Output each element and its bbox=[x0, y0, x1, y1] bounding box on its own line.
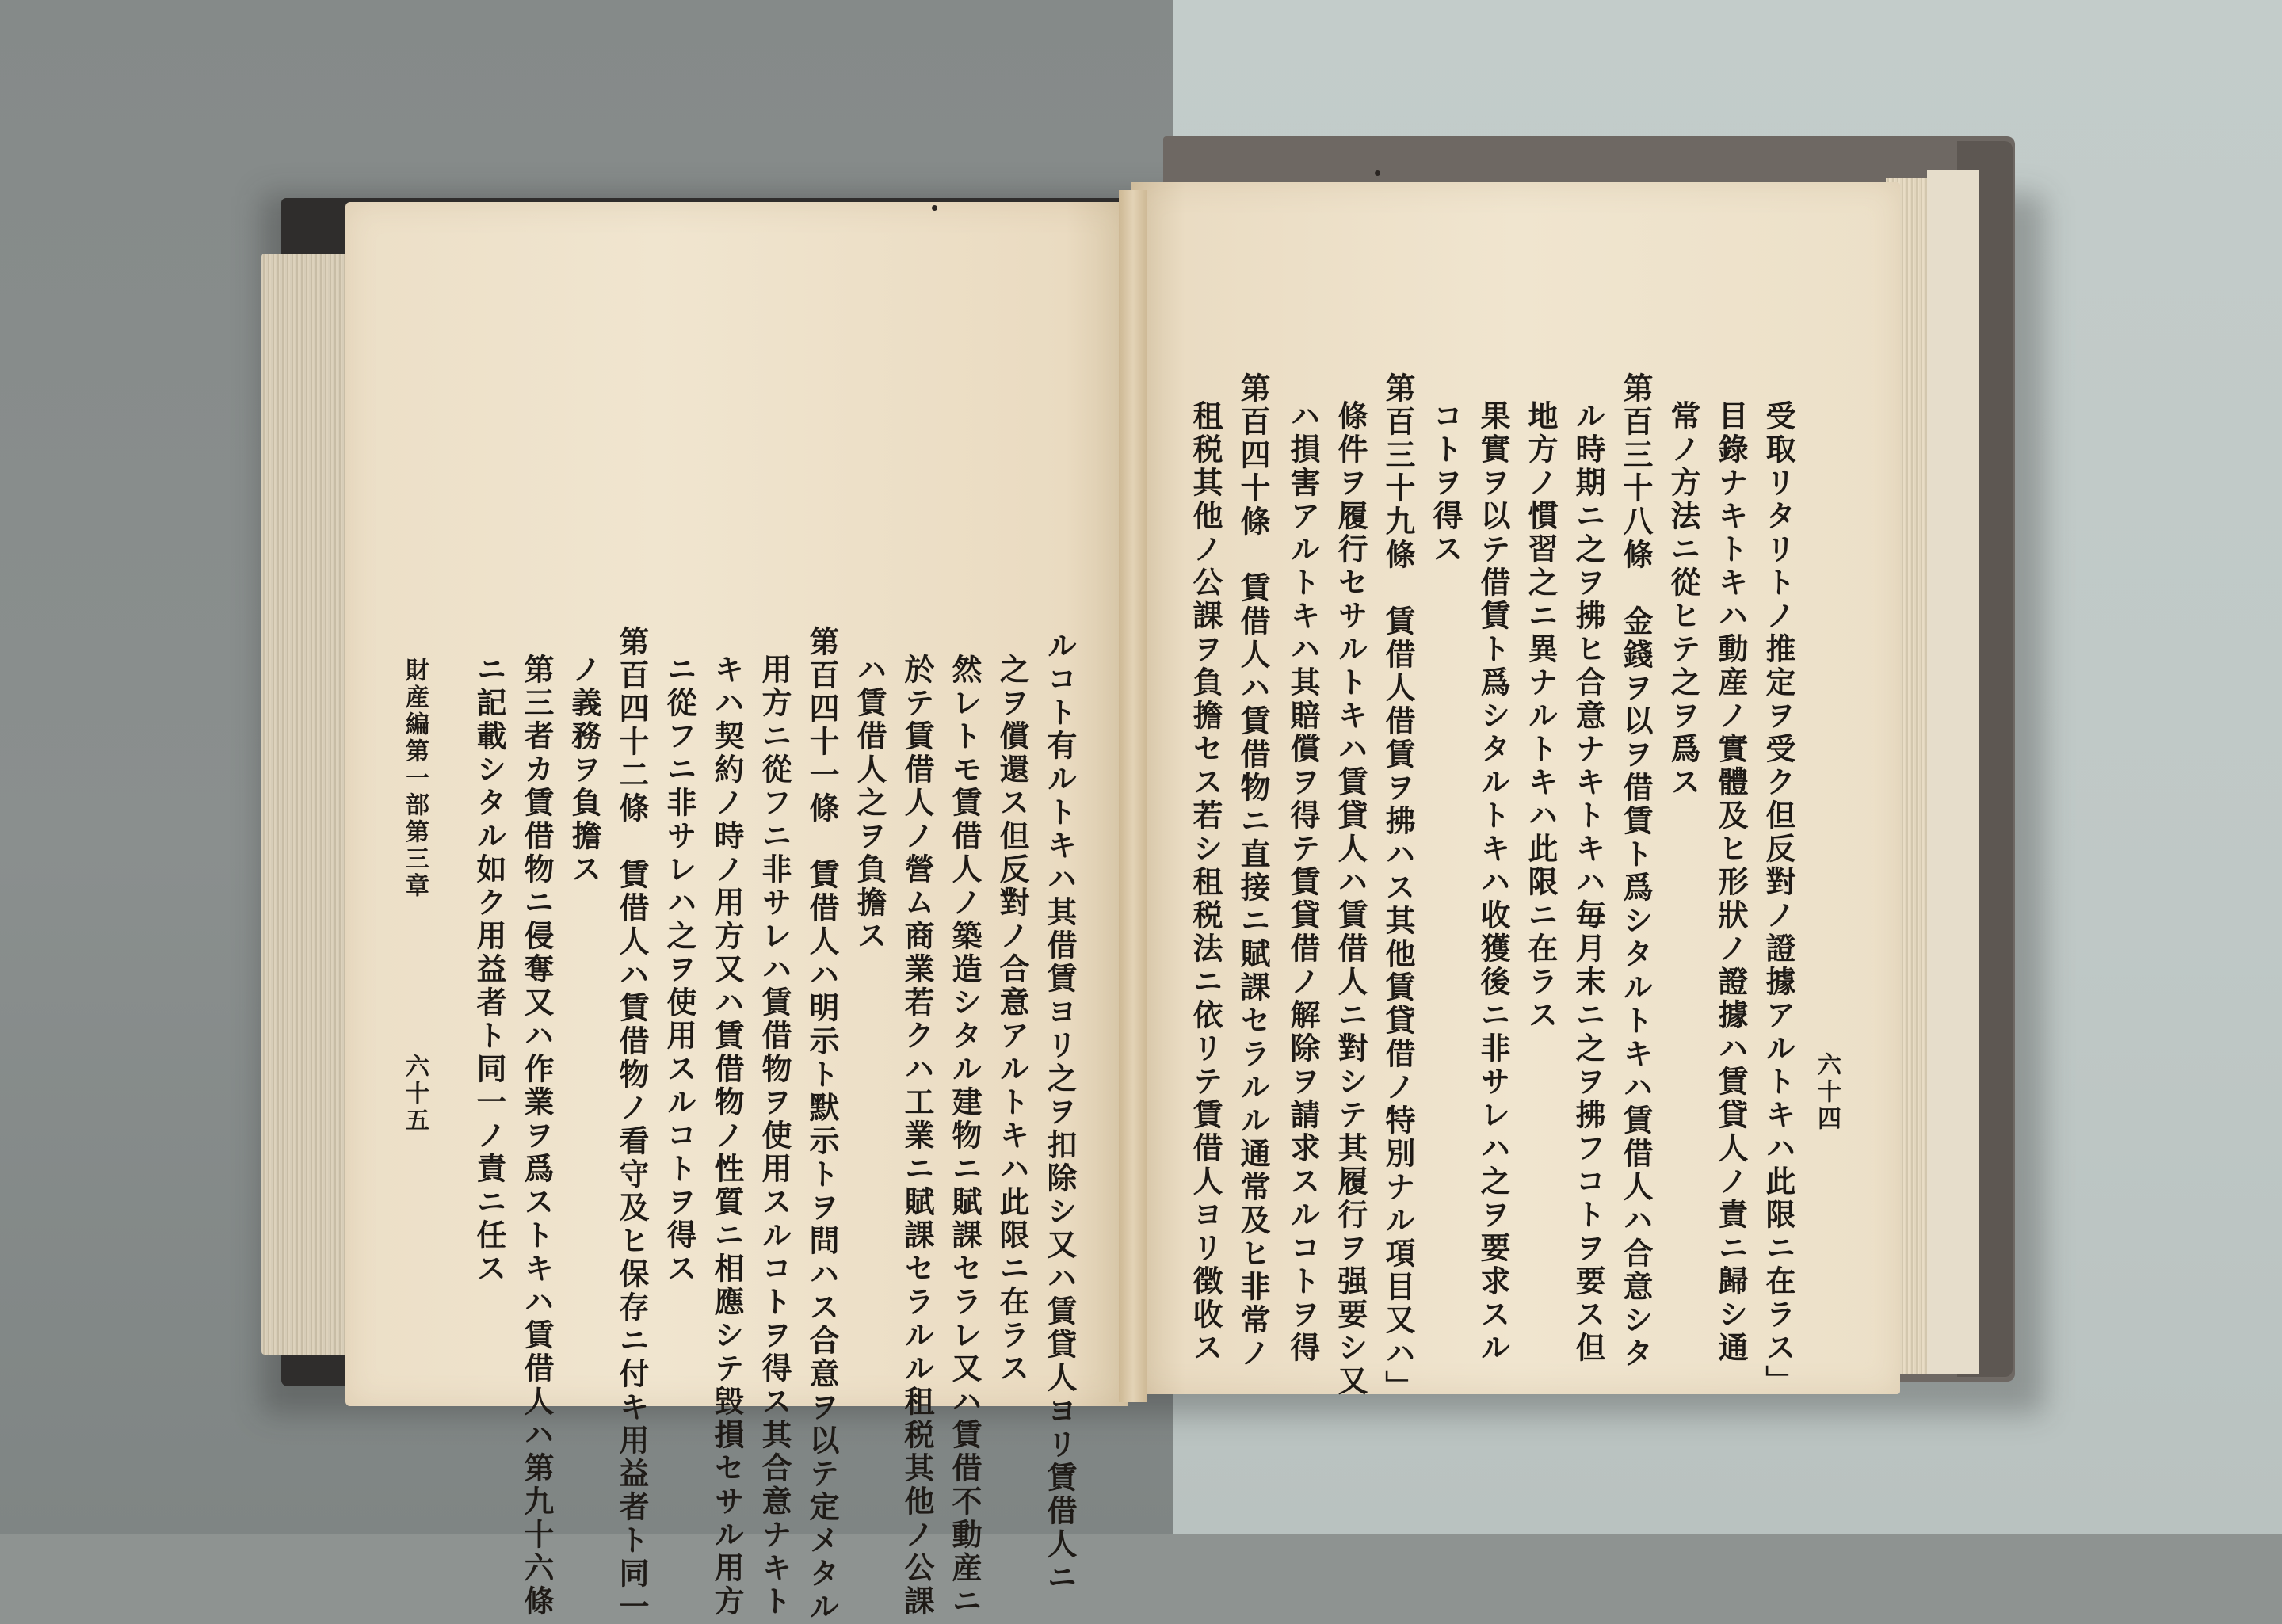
running-head: 財産編第一部第三章 bbox=[401, 658, 429, 900]
page-number-right: 六十四 bbox=[1813, 1052, 1841, 1133]
article-heading-column: 第百四十一條 賃借人ハ明示ト默示トヲ問ハス合意ヲ以テ定メタル bbox=[804, 626, 840, 1624]
text-column: ノ義務ヲ負擔ス bbox=[567, 654, 602, 886]
page-number-left: 六十五 bbox=[401, 1054, 429, 1134]
text-column: ハ賃借人之ヲ負擔ス bbox=[852, 654, 887, 953]
text-column: 條件ヲ履行セサルトキハ賃貸人ハ賃借人ニ對シテ其履行ヲ强要シ又 bbox=[1333, 400, 1368, 1398]
right-flyleaf bbox=[1927, 170, 1979, 1374]
binding-mark bbox=[1375, 170, 1380, 176]
text-column: 之ヲ償還ス但反對ノ合意アルトキハ此限ニ在ラス bbox=[994, 654, 1030, 1386]
text-column: 果實ヲ以テ借賃ト爲シタルトキハ收獲後ニ非サレハ之ヲ要求スル bbox=[1475, 400, 1511, 1365]
text-column: ルコト有ルトキハ其借賃ヨリ之ヲ扣除シ又ハ賃貸人ヨリ賃借人ニ bbox=[1042, 630, 1078, 1595]
text-column: ニ記載シタル如ク用益者ト同一ノ責ニ任ス bbox=[471, 654, 507, 1286]
text-column: 第三者カ賃借物ニ侵奪又ハ作業ヲ爲ストキハ賃借人ハ第九十六條 bbox=[519, 654, 555, 1618]
text-column: 目錄ナキトキハ動産ノ實體及ヒ形狀ノ證據ハ賃貸人ノ責ニ歸シ通 bbox=[1713, 400, 1749, 1365]
left-page-edges bbox=[261, 254, 349, 1355]
text-column: ニ從フニ非サレハ之ヲ使用スルコトヲ得ス bbox=[662, 654, 697, 1286]
text-column: 地方ノ慣習之ニ異ナルトキハ此限ニ在ラス bbox=[1523, 400, 1559, 1032]
text-column: 常ノ方法ニ從ヒテ之ヲ爲ス bbox=[1666, 400, 1701, 799]
book-gutter bbox=[1119, 190, 1147, 1402]
article-heading-column: 第百三十八條 金錢ヲ以ヲ借賃ト爲シタルトキハ賃借人ハ合意シタ bbox=[1618, 372, 1654, 1370]
binding-mark bbox=[932, 205, 937, 211]
article-heading-column: 第百四十條 賃借人ハ賃借物ニ直接ニ賦課セラルル通常及ヒ非常ノ bbox=[1235, 372, 1271, 1370]
text-column: 受取リタリトノ推定ヲ受ク但反對ノ證據アルトキハ此限ニ在ラス」 bbox=[1761, 400, 1796, 1398]
text-column: コトヲ得ス bbox=[1428, 400, 1463, 566]
text-column: ハ損害アルトキハ其賠償ヲ得テ賃貸借ノ解除ヲ請求スルコトヲ得 bbox=[1285, 400, 1321, 1365]
article-heading-column: 第百四十二條 賃借人ハ賃借物ノ看守及ヒ保存ニ付キ用益者ト同一 bbox=[614, 626, 650, 1624]
article-heading-column: 第百三十九條 賃借人借賃ヲ拂ハス其他賃貸借ノ特別ナル項目又ハ」 bbox=[1380, 372, 1416, 1404]
text-column: 用方ニ從フニ非サレハ賃借物ヲ使用スルコトヲ得ス其合意ナキト bbox=[757, 654, 792, 1618]
text-column: キハ契約ノ時ノ用方又ハ賃借物ノ性質ニ相應シテ毀損セサル用方 bbox=[709, 654, 745, 1618]
text-column: 然レトモ賃借人ノ築造シタル建物ニ賦課セラレ又ハ賃借不動産ニ bbox=[947, 654, 983, 1618]
text-column: 於テ賃借人ノ營ム商業若クハ工業ニ賦課セラルル租税其他ノ公課 bbox=[899, 654, 935, 1618]
text-column: 租税其他ノ公課ヲ負擔セス若シ租税法ニ依リテ賃借人ヨリ徴收ス bbox=[1188, 400, 1223, 1365]
text-column: ル時期ニ之ヲ拂ヒ合意ナキトキハ毎月末ニ之ヲ拂フコトヲ要ス但 bbox=[1570, 400, 1606, 1365]
